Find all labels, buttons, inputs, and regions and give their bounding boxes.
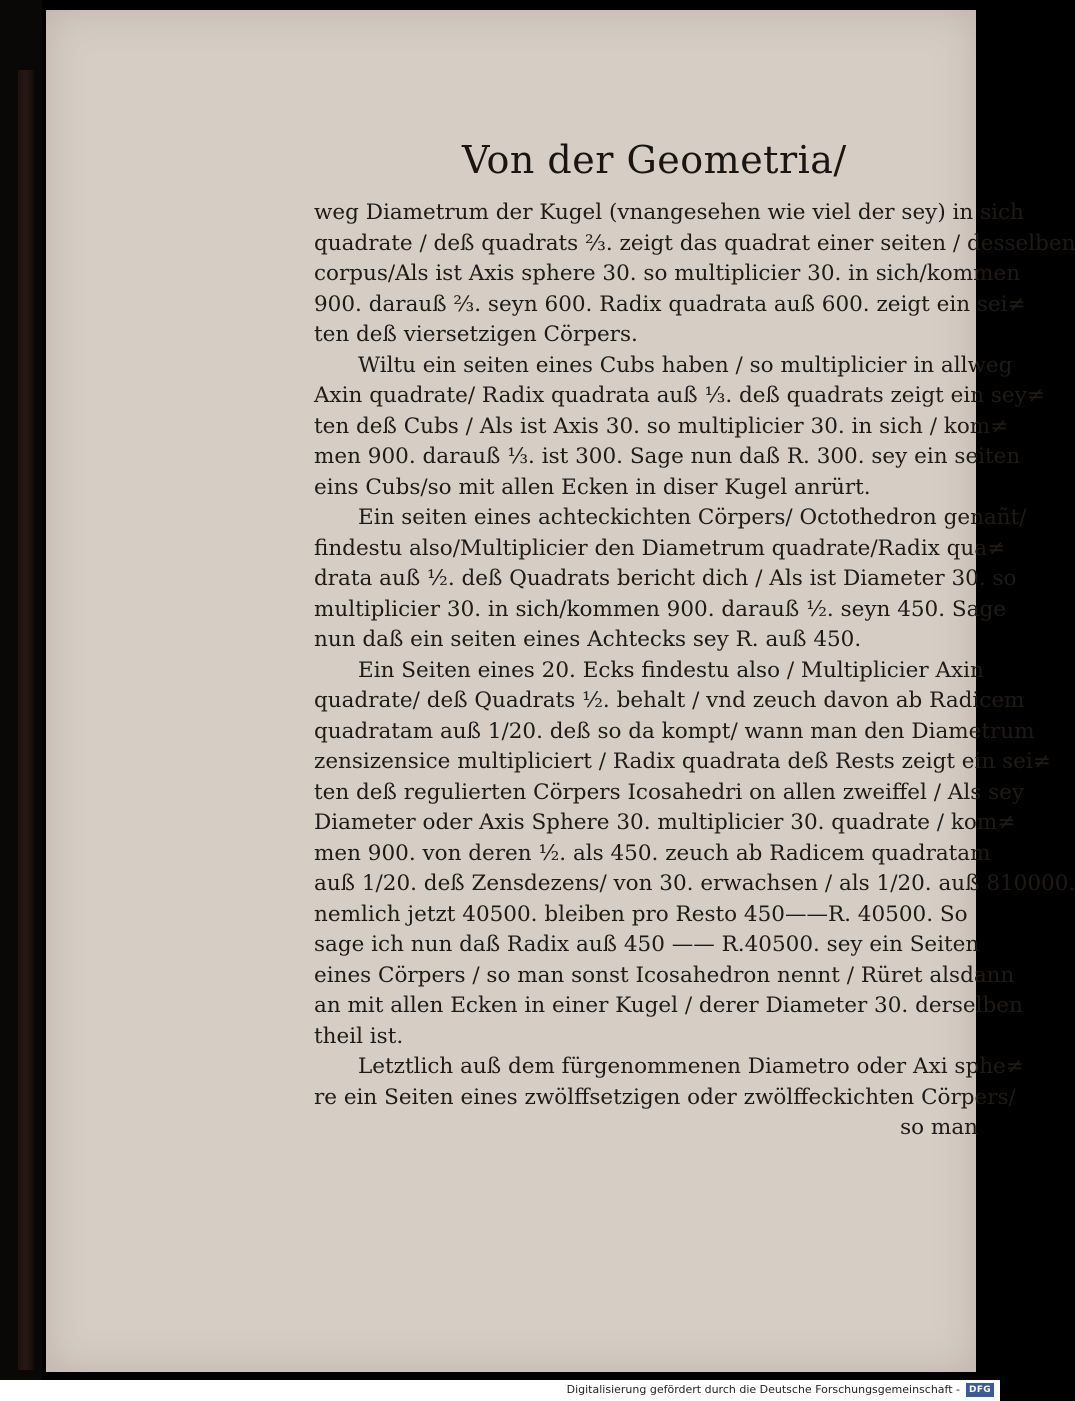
text-line: ten deß Cubs / Als ist Axis 30. so multiplicier 30. in sich / kom≠ bbox=[314, 413, 1009, 439]
page-heading: Von der Geometria/ bbox=[462, 138, 847, 182]
text-line: eines Cörpers / so man sonst Icosahedron nennt / Rüret alsdann bbox=[314, 962, 1015, 988]
book-spine bbox=[0, 0, 42, 1380]
text-line: Wiltu ein seiten eines Cubs haben / so multiplicier in allweg bbox=[358, 352, 1013, 378]
text-line: quadrate / deß quadrats ⅔. zeigt das quadrat einer seiten / desselben bbox=[314, 230, 1075, 256]
text-line: quadrate/ deß Quadrats ½. behalt / vnd zeuch davon ab Radicem bbox=[314, 688, 1025, 713]
spine-edge bbox=[18, 70, 34, 1370]
funding-credit: Digitalisierung gefördert durch die Deutsche Forschungsgemeinschaft - bbox=[566, 1383, 960, 1396]
text-line: auß 1/20. deß Zensdezens/ von 30. erwachsen / als 1/20. auß 810000. bbox=[314, 871, 1075, 896]
dfg-logo: DFG bbox=[966, 1383, 994, 1397]
text-line: findestu also/Multiplicier den Diametrum quadrate/Radix qua≠ bbox=[314, 535, 1006, 561]
text-line: theil ist. bbox=[314, 1023, 404, 1049]
text-line: an mit allen Ecken in einer Kugel / derer Diameter 30. derselben bbox=[314, 993, 1023, 1018]
text-line: so man bbox=[900, 1115, 978, 1140]
text-line: Axin quadrate/ Radix quadrata auß ⅓. deß quadrats zeigt ein sey≠ bbox=[314, 383, 1045, 408]
text-line: men 900. von deren ½. als 450. zeuch ab Radicem quadratam bbox=[314, 840, 991, 866]
text-line: corpus/Als ist Axis sphere 30. so multiplicier 30. in sich/kommen bbox=[314, 261, 1021, 286]
text-line: quadratam auß 1/20. deß so da kompt/ wann man den Diametrum bbox=[314, 718, 1035, 744]
text-line: ten deß viersetzigen Cörpers. bbox=[314, 322, 638, 347]
text-line: ten deß regulierten Cörpers Icosahedri on allen zweiffel / Als sey bbox=[314, 779, 1024, 805]
text-line: zensizensice multipliciert / Radix quadrata deß Rests zeigt ein sei≠ bbox=[314, 749, 1051, 774]
text-line: eins Cubs/so mit allen Ecken in diser Kugel anrürt. bbox=[314, 474, 871, 500]
text-line: multiplicier 30. in sich/kommen 900. darauß ½. seyn 450. Sage bbox=[314, 596, 1006, 622]
text-line: re ein Seiten eines zwölffsetzigen oder zwölffeckichten Cörpers/ bbox=[314, 1084, 1016, 1110]
text-line: Diameter oder Axis Sphere 30. multiplicier 30. quadrate / kom≠ bbox=[314, 810, 1016, 835]
book-page bbox=[46, 10, 1075, 1372]
footer-bar bbox=[0, 1380, 1000, 1401]
text-line: nemlich jetzt 40500. bleiben pro Resto 450——R. 40500. So bbox=[314, 901, 968, 927]
text-line: nun daß ein seiten eines Achtecks sey R. auß 450. bbox=[314, 627, 862, 652]
text-line: Ein Seiten eines 20. Ecks findestu also / Multiplicier Axin bbox=[358, 657, 984, 683]
text-line: drata auß ½. deß Quadrats bericht dich / Als ist Diameter 30. so bbox=[314, 566, 1017, 591]
text-line: weg Diametrum der Kugel (vnangesehen wie viel der sey) in sich bbox=[314, 200, 1024, 225]
text-line: Letztlich auß dem fürgenommenen Diametro oder Axi sphe≠ bbox=[358, 1054, 1024, 1079]
body-text bbox=[314, 198, 1075, 1144]
text-line: 900. darauß ⅔. seyn 600. Radix quadrata auß 600. zeigt ein sei≠ bbox=[314, 291, 1026, 317]
text-line: men 900. darauß ⅓. ist 300. Sage nun daß R. 300. sey ein seiten bbox=[314, 444, 1021, 469]
text-line: sage ich nun daß Radix auß 450 —— R.40500. sey ein Seiten bbox=[314, 932, 980, 957]
text-line: Ein seiten eines achteckichten Cörpers/ Octothedron genañt/ bbox=[358, 505, 1027, 530]
